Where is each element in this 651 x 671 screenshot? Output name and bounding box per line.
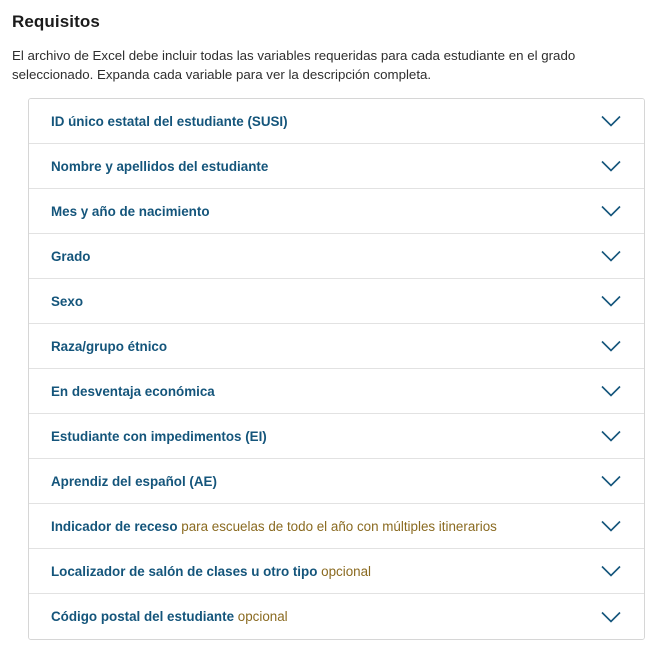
chevron-down-icon[interactable] xyxy=(600,380,622,402)
chevron-down-icon[interactable] xyxy=(600,425,622,447)
accordion-item-label: Raza/grupo étnico xyxy=(51,338,168,354)
accordion-item-label: Aprendiz del español (AE) xyxy=(51,473,217,489)
accordion-item-susi[interactable] xyxy=(29,99,644,144)
chevron-down-icon[interactable] xyxy=(600,245,622,267)
accordion-item-localizador-salon[interactable] xyxy=(29,549,644,594)
chevron-down-icon[interactable] xyxy=(600,200,622,222)
accordion-item-label: Nombre y apellidos del estudiante xyxy=(51,158,269,174)
accordion-item-label: Localizador de salón de clases u otro tipo opcional xyxy=(51,563,372,579)
accordion-item-aprendiz-espanol[interactable] xyxy=(29,459,644,504)
chevron-down-icon[interactable] xyxy=(600,290,622,312)
accordion-item-sexo[interactable] xyxy=(29,279,644,324)
accordion-item-label: Grado xyxy=(51,248,91,264)
chevron-down-icon[interactable] xyxy=(600,606,622,628)
accordion-item-impedimentos[interactable] xyxy=(29,414,644,459)
accordion-item-grado[interactable] xyxy=(29,234,644,279)
accordion-item-nombre[interactable] xyxy=(29,144,644,189)
chevron-down-icon[interactable] xyxy=(600,560,622,582)
accordion-item-indicador-receso[interactable] xyxy=(29,504,644,549)
page-title: Requisitos xyxy=(12,12,100,31)
accordion-item-label: Indicador de receso para escuelas de todo el año con múltiples itinerarios xyxy=(51,518,497,534)
chevron-down-icon[interactable] xyxy=(600,155,622,177)
accordion-item-label: ID único estatal del estudiante (SUSI) xyxy=(51,113,288,129)
accordion-item-note: opcional xyxy=(237,609,288,624)
accordion-item-raza-grupo-etnico[interactable] xyxy=(29,324,644,369)
chevron-down-icon[interactable] xyxy=(600,470,622,492)
accordion-item-codigo-postal[interactable] xyxy=(29,594,644,639)
accordion-item-label: Estudiante con impedimentos (EI) xyxy=(51,428,267,444)
intro-paragraph: El archivo de Excel debe incluir todas las variables requeridas para cada estudiante en el grado seleccionado. Expanda cada variable para ver la descripción completa. xyxy=(12,48,576,82)
accordion-item-label: Código postal del estudiante opcional xyxy=(51,609,288,624)
accordion-item-label: Sexo xyxy=(51,293,84,309)
accordion-item-desventaja-economica[interactable] xyxy=(29,369,644,414)
accordion-item-nacimiento[interactable] xyxy=(29,189,644,234)
accordion-item-label: Mes y año de nacimiento xyxy=(51,203,210,219)
accordion-item-note: opcional xyxy=(321,563,372,579)
chevron-down-icon[interactable] xyxy=(600,515,622,537)
chevron-down-icon[interactable] xyxy=(600,335,622,357)
requirements-accordion xyxy=(28,98,645,640)
accordion-item-note: para escuelas de todo el año con múltiples itinerarios xyxy=(181,518,497,534)
accordion-item-label: En desventaja económica xyxy=(51,383,215,399)
chevron-down-icon[interactable] xyxy=(600,110,622,132)
